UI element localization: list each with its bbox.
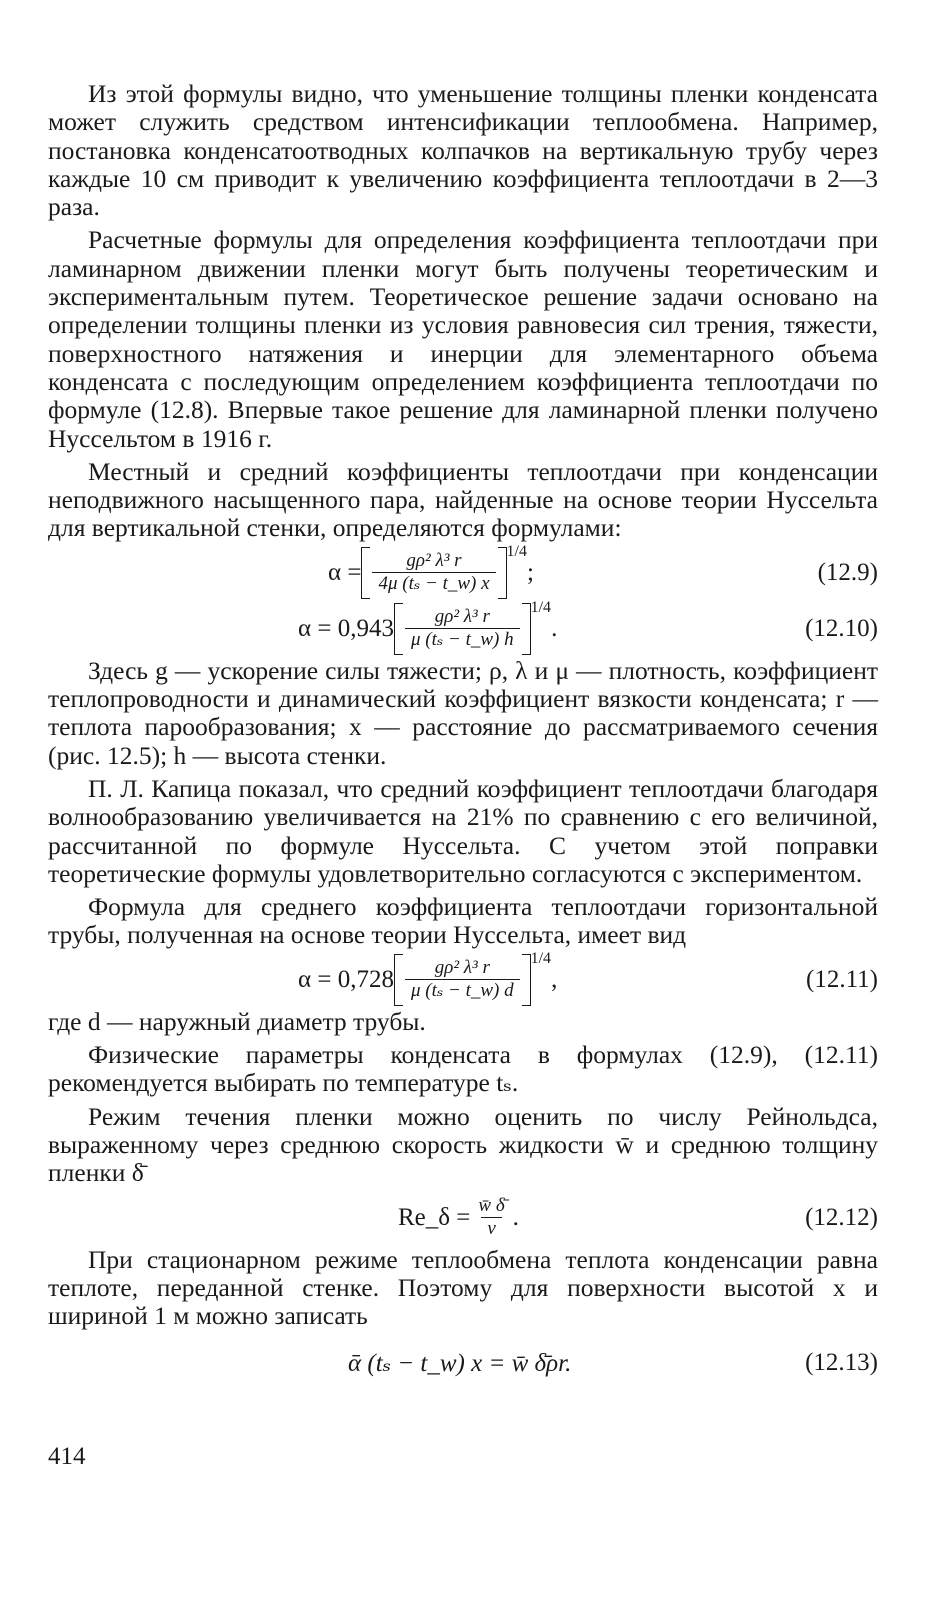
exponent: 1/4 bbox=[506, 542, 527, 560]
formula-tail: . bbox=[512, 1203, 519, 1231]
denominator: μ (tₛ − t_w) h bbox=[405, 628, 520, 651]
paragraph-10: При стационарном режиме теплообмена теплота конденсации равна теплоте, переданной стенке. Поэтому для поверхности высотой x и шириной 1 м можно записать bbox=[48, 1244, 878, 1331]
formula-tail: ; bbox=[526, 558, 534, 586]
paragraph-7: где d — наружный диаметр трубы. bbox=[48, 1006, 426, 1036]
formula-tail: . bbox=[551, 614, 558, 642]
paragraph-5: П. Л. Капица показал, что средний коэффициент теплоотдачи благодаря волнообразованию увеличивается на 21% по сравнению с его величиной, рассчитанной по формуле Нуссельта. С учетом этой поправки теоретические формулы удовлетворительно согласуются с экспериментом. bbox=[48, 773, 878, 888]
formula-number: (12.10) bbox=[805, 614, 878, 642]
bracket-right bbox=[498, 547, 507, 599]
denominator: ν bbox=[481, 1217, 501, 1240]
numerator: gρ² λ³ r bbox=[434, 957, 490, 979]
formula-lhs: Re_δ = bbox=[398, 1203, 471, 1231]
formula-lhs: α = 0,943 bbox=[298, 614, 394, 642]
formula-12-12 bbox=[48, 1190, 878, 1246]
formula-number: (12.11) bbox=[806, 965, 878, 993]
numerator: gρ² λ³ r bbox=[434, 606, 490, 628]
fraction bbox=[405, 606, 520, 651]
formula-12-9 bbox=[48, 542, 878, 601]
bracket-left bbox=[361, 547, 370, 599]
exponent: 1/4 bbox=[530, 949, 552, 967]
formula-12-11 bbox=[48, 949, 878, 1008]
bracket-left bbox=[394, 954, 403, 1006]
formula-12-13 bbox=[48, 1335, 878, 1391]
paragraph-9: Режим течения пленки можно оценить по числу Рейнольдса, выраженному через среднюю скорость жидкости w̄ и среднюю толщину пленки δ̄ bbox=[48, 1101, 878, 1188]
fraction bbox=[405, 957, 520, 1002]
numerator: w̄ δ̄ bbox=[478, 1195, 505, 1216]
formula-number: (12.13) bbox=[805, 1349, 878, 1377]
bracket-left bbox=[394, 603, 403, 655]
formula-number: (12.9) bbox=[817, 558, 878, 586]
formula-tail: , bbox=[551, 965, 558, 993]
formula-lhs: α = 0,728 bbox=[298, 965, 394, 993]
paragraph-2: Расчетные формулы для определения коэффициента теплоотдачи при ламинарном движении пленки могут быть получены теоретическим и экспериментальным путем. Теоретическое решение задачи основано на определении толщины пленки из условия равновесия сил трения, тяжести, поверхностного натяжения и инерции для элементарного объема конденсата с последующим определением коэффициента теплоотдачи по формуле (12.8). Впервые такое решение для ламинарной пленки получено Нуссельтом в 1916 г. bbox=[48, 225, 878, 453]
numerator: gρ² λ³ r bbox=[406, 550, 462, 572]
formula-12-10 bbox=[48, 598, 878, 657]
paragraph-8: Физические параметры конденсата в формулах (12.9), (12.11) рекомендуется выбирать по температуре tₛ. bbox=[48, 1040, 878, 1098]
bracket-right bbox=[522, 603, 531, 655]
paragraph-3: Местный и средний коэффициенты теплоотдачи при конденсации неподвижного насыщенного пара, найденные на основе теории Нуссельта для вертикальной стенки, определяются формулами: bbox=[48, 456, 878, 543]
page-body bbox=[48, 80, 878, 1391]
page-number: 414 bbox=[48, 1443, 86, 1470]
denominator: μ (tₛ − t_w) d bbox=[405, 979, 520, 1002]
paragraph-1: Из этой формулы видно, что уменьшение толщины пленки конденсата может служить средством интенсификации теплообмена. Например, постановка конденсатоотводных колпачков на вертикальную трубу через каждые 10 см приводит к увеличению коэффициента теплоотдачи в 2—3 раза. bbox=[48, 79, 878, 222]
exponent: 1/4 bbox=[530, 598, 552, 616]
formula-lhs: α = bbox=[328, 558, 362, 586]
formula-expression: ᾱ (tₛ − t_w) x = w̄ δ̄ρr. bbox=[348, 1350, 572, 1378]
fraction bbox=[472, 1195, 510, 1240]
bracket-right bbox=[522, 954, 531, 1006]
fraction bbox=[372, 550, 495, 595]
denominator: 4μ (tₛ − t_w) x bbox=[372, 572, 495, 595]
paragraph-6: Формула для среднего коэффициента теплоотдачи горизонтальной трубы, полученная на основе теории Нуссельта, имеет вид bbox=[48, 892, 878, 950]
formula-number: (12.12) bbox=[805, 1203, 878, 1231]
paragraph-4: Здесь g — ускорение силы тяжести; ρ, λ и μ — плотность, коэффициент теплопроводности и динамический коэффициент вязкости конденсата; r — теплота парообразования; x — расстояние до рассматриваемого сечения (рис. 12.5); h — высота стенки. bbox=[48, 655, 878, 770]
